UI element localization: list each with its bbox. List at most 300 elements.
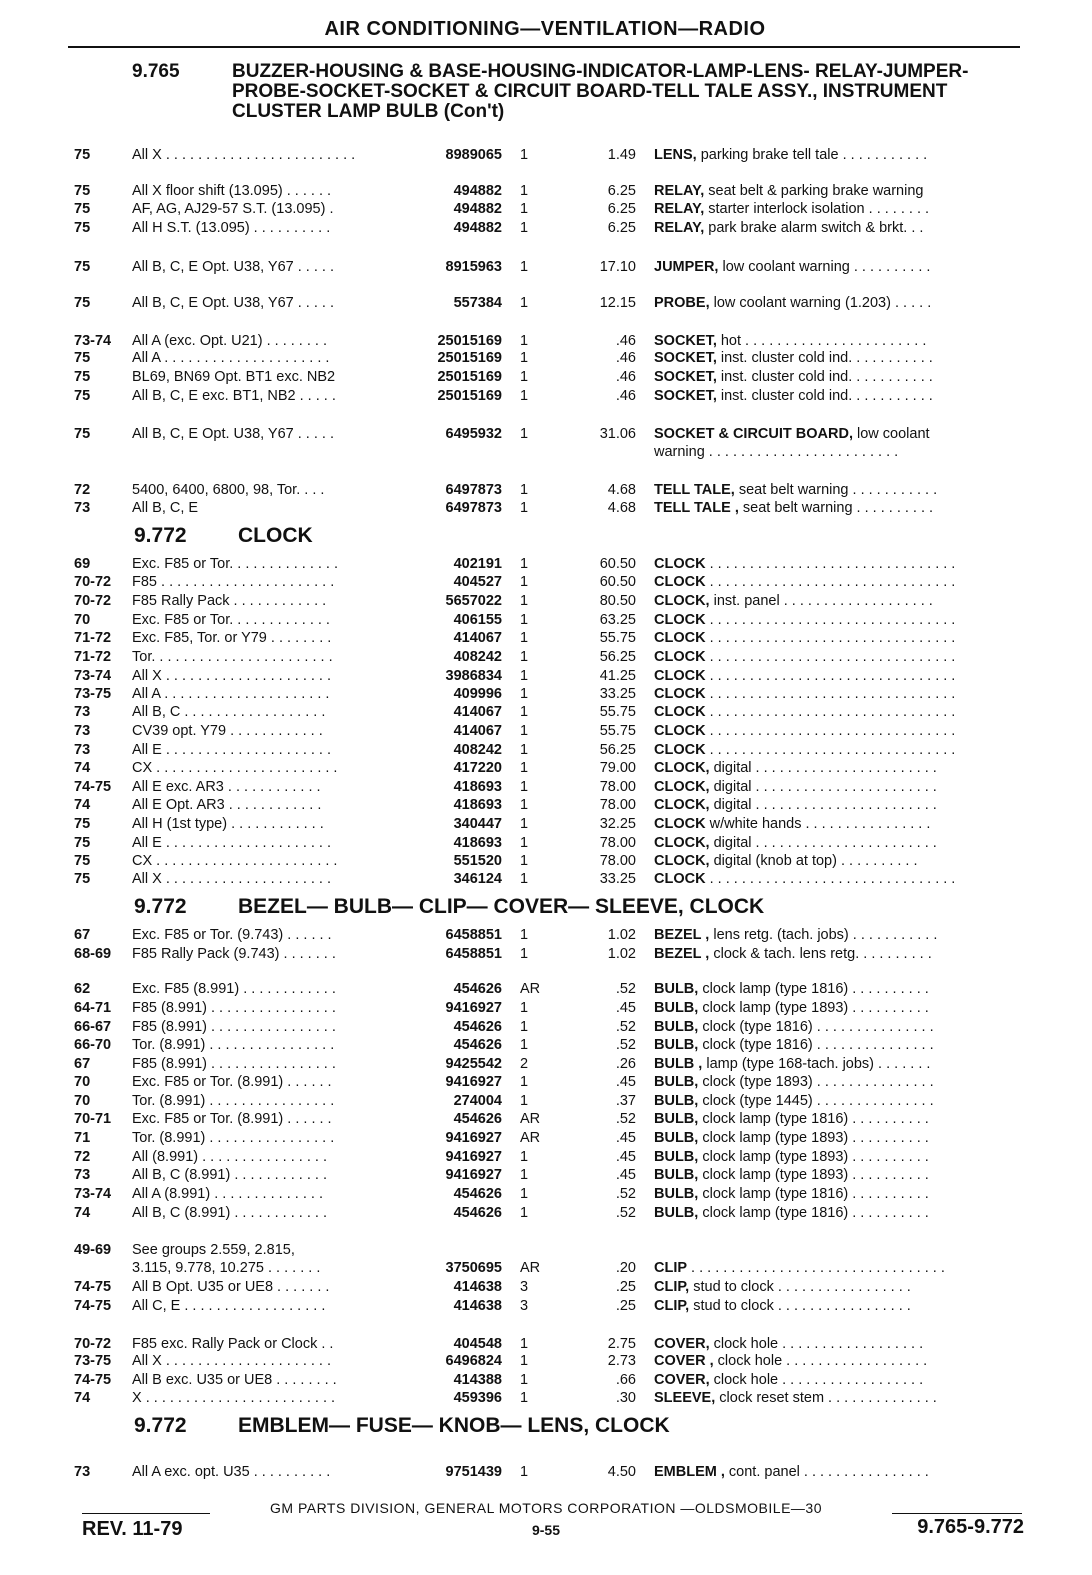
table-row	[74, 1352, 1024, 1370]
part-detail: . . . . . . . . . . . . . . . . . . . . . . . . . . . . . . .	[705, 871, 956, 887]
description-cell	[654, 1185, 1026, 1203]
part-detail: stud to clock . . . . . . . . . . . . . . . . .	[689, 1279, 911, 1295]
part-name: BULB,	[654, 1111, 699, 1127]
year-cell: 75	[74, 201, 91, 217]
year-cell: 64-71	[74, 1000, 112, 1016]
price-cell: .25	[615, 1279, 636, 1295]
description-cell	[654, 1204, 1026, 1222]
quantity-cell: 1	[520, 1372, 529, 1388]
application-cell: All B, C, E Opt. U38, Y67 . . . . .	[132, 426, 335, 442]
price-cell: .30	[615, 1390, 636, 1406]
part-detail: inst. panel . . . . . . . . . . . . . . . . . . .	[709, 593, 933, 609]
part-name: BULB,	[654, 1205, 699, 1221]
part-number-cell: 414067	[453, 723, 502, 739]
part-name: CLOCK,	[654, 835, 710, 851]
price-cell: 2.75	[607, 1336, 636, 1352]
part-name: BULB,	[654, 1000, 699, 1016]
year-cell: 68-69	[74, 946, 112, 962]
application-cell: All X . . . . . . . . . . . . . . . . . . . . .	[132, 871, 332, 887]
application-cell: CX . . . . . . . . . . . . . . . . . . . . . . .	[132, 760, 338, 776]
part-name: CLOCK,	[654, 779, 710, 795]
part-detail: hot . . . . . . . . . . . . . . . . . . . . . . .	[716, 333, 927, 349]
year-cell: 73	[74, 742, 91, 758]
part-name: BULB,	[654, 1149, 699, 1165]
table-row	[74, 1204, 1024, 1222]
table-row	[74, 294, 1024, 312]
part-number-cell: 6496824	[445, 1353, 502, 1369]
description-cell	[654, 999, 1026, 1017]
description-cell	[654, 1055, 1026, 1073]
application-cell: Exc. F85 or Tor. . . . . . . . . . . . .	[132, 612, 330, 628]
part-number-cell: 340447	[453, 816, 502, 832]
table-row	[74, 778, 1024, 796]
description-cell	[654, 200, 1026, 218]
description-cell	[654, 611, 1026, 629]
part-detail: . . . . . . . . . . . . . . . . . . . . . . . . . . . . . . .	[705, 649, 956, 665]
price-cell: 4.68	[607, 482, 636, 498]
price-cell: 63.25	[599, 612, 636, 628]
quantity-cell: 1	[520, 853, 529, 869]
table-row	[74, 481, 1024, 499]
table-row	[74, 1110, 1024, 1128]
application-cell: F85 . . . . . . . . . . . . . . . . . . . . . .	[132, 574, 335, 590]
year-cell: 73	[74, 723, 91, 739]
price-cell: 12.15	[599, 295, 636, 311]
year-cell: 73	[74, 500, 91, 516]
price-cell: 55.75	[599, 630, 636, 646]
description-cell	[654, 1092, 1026, 1110]
part-detail: digital . . . . . . . . . . . . . . . . . . . . . . .	[709, 797, 937, 813]
price-cell: .52	[615, 1019, 636, 1035]
application-cell: All A (exc. Opt. U21) . . . . . . . .	[132, 333, 328, 349]
application-cell: Tor. (8.991) . . . . . . . . . . . . . . . .	[132, 1130, 335, 1146]
quantity-cell: 1	[520, 1353, 529, 1369]
description-cell	[654, 1297, 1026, 1315]
price-cell: 1.49	[607, 147, 636, 163]
year-cell: 66-70	[74, 1037, 112, 1053]
part-number-cell: 414067	[453, 704, 502, 720]
application-cell: F85 (8.991) . . . . . . . . . . . . . . . .	[132, 1019, 336, 1035]
part-detail: seat belt warning . . . . . . . . . . .	[734, 482, 938, 498]
part-detail: digital . . . . . . . . . . . . . . . . . . . . . . .	[709, 779, 937, 795]
part-name: BULB,	[654, 1130, 699, 1146]
quantity-cell: 1	[520, 704, 529, 720]
year-cell: 74-75	[74, 779, 112, 795]
page-header-title: AIR CONDITIONING—VENTILATION—RADIO	[324, 18, 766, 40]
part-number-cell: 414388	[453, 1372, 502, 1388]
application-cell: CV39 opt. Y79 . . . . . . . . . . . .	[132, 723, 323, 739]
year-cell: 70	[74, 612, 91, 628]
description-cell	[654, 555, 1026, 573]
part-detail: inst. cluster cold ind. . . . . . . . . . .	[716, 350, 933, 366]
part-detail: clock hole . . . . . . . . . . . . . . . . . .	[709, 1372, 924, 1388]
price-cell: 80.50	[599, 593, 636, 609]
quantity-cell: AR	[520, 1260, 541, 1276]
part-number-cell: 418693	[453, 797, 502, 813]
price-cell: .66	[615, 1372, 636, 1388]
table-row	[74, 1018, 1024, 1036]
application-cell: CX . . . . . . . . . . . . . . . . . . . . . . .	[132, 853, 338, 869]
year-cell: 75	[74, 147, 91, 163]
quantity-cell: 1	[520, 797, 529, 813]
application-cell: Exc. F85 (8.991) . . . . . . . . . . . .	[132, 981, 336, 997]
quantity-cell: 1	[520, 1205, 529, 1221]
application-cell: Exc. F85 or Tor. . . . . . . . . . . . . .	[132, 556, 339, 572]
application-cell: All E . . . . . . . . . . . . . . . . . . . . .	[132, 835, 332, 851]
description-cell	[654, 1073, 1026, 1091]
quantity-cell: 1	[520, 295, 529, 311]
part-detail: warning . . . . . . . . . . . . . . . . . . . . . . . .	[654, 444, 899, 460]
quantity-cell: 1	[520, 630, 529, 646]
year-cell: 75	[74, 835, 91, 851]
part-number-cell: 9416927	[445, 1167, 502, 1183]
table-row	[74, 1148, 1024, 1166]
part-name: CLOCK,	[654, 853, 710, 869]
price-cell: 55.75	[599, 704, 636, 720]
part-number-cell: 408242	[453, 649, 502, 665]
part-number-cell: 494882	[453, 183, 502, 199]
table-row	[74, 1463, 1024, 1481]
quantity-cell: 3	[520, 1298, 529, 1314]
part-detail: digital . . . . . . . . . . . . . . . . . . . . . . .	[709, 760, 937, 776]
footer-division: GM PARTS DIVISION, GENERAL MOTORS CORPORATION —OLDSMOBILE—30	[270, 1500, 822, 1516]
application-cell: 5400, 6400, 6800, 98, Tor. . . .	[132, 482, 325, 498]
quantity-cell: 1	[520, 1019, 529, 1035]
price-cell: 17.10	[599, 259, 636, 275]
subsection-bezel	[134, 895, 764, 919]
subsection-clock	[134, 524, 313, 548]
year-cell: 75	[74, 220, 91, 236]
part-number-cell: 454626	[453, 1111, 502, 1127]
description-cell	[654, 1148, 1026, 1166]
part-detail: . . . . . . . . . . . . . . . . . . . . . . . . . . . . . . .	[705, 612, 956, 628]
description-cell	[654, 1371, 1026, 1389]
section-number: 9.765	[132, 61, 180, 82]
part-name: EMBLEM ,	[654, 1464, 725, 1480]
part-number-cell: 274004	[453, 1093, 502, 1109]
part-detail: clock lamp (type 1893) . . . . . . . . . .	[698, 1130, 929, 1146]
part-number-cell: 414067	[453, 630, 502, 646]
price-cell: .46	[615, 369, 636, 385]
part-detail: clock lamp (type 1816) . . . . . . . . . .	[698, 1186, 929, 1202]
part-name: SOCKET,	[654, 350, 717, 366]
application-cell: All B, C . . . . . . . . . . . . . . . . . .	[132, 704, 326, 720]
part-number-cell: 408242	[453, 742, 502, 758]
description-cell	[654, 870, 1026, 888]
part-number-cell: 6497873	[445, 500, 502, 516]
table-row	[74, 425, 1024, 443]
description-cell	[654, 834, 1026, 852]
part-number-cell: 25015169	[437, 388, 502, 404]
description-cell	[654, 722, 1026, 740]
year-cell: 75	[74, 369, 91, 385]
table-row	[74, 387, 1024, 405]
quantity-cell: 3	[520, 1279, 529, 1295]
part-name: BULB,	[654, 1093, 699, 1109]
price-cell: 60.50	[599, 574, 636, 590]
table-row	[74, 834, 1024, 852]
part-number-cell: 346124	[453, 871, 502, 887]
part-number-cell: 454626	[453, 981, 502, 997]
part-number-cell: 417220	[453, 760, 502, 776]
quantity-cell: 1	[520, 649, 529, 665]
part-name: RELAY,	[654, 201, 705, 217]
table-row	[74, 332, 1024, 350]
part-detail: park brake alarm switch & brkt. . .	[704, 220, 924, 236]
table-row	[74, 1389, 1024, 1407]
part-name: BEZEL ,	[654, 927, 710, 943]
part-name: SOCKET,	[654, 388, 717, 404]
part-detail: clock lamp (type 1816) . . . . . . . . . .	[698, 981, 929, 997]
part-detail: clock & tach. lens retg. . . . . . . . . .	[709, 946, 932, 962]
quantity-cell: 1	[520, 426, 529, 442]
description-cell	[654, 481, 1026, 499]
application-cell: X . . . . . . . . . . . . . . . . . . . . . . . .	[132, 1390, 336, 1406]
part-number-cell: 25015169	[437, 369, 502, 385]
application-cell: All B, C (8.991) . . . . . . . . . . . .	[132, 1205, 327, 1221]
table-row	[74, 1055, 1024, 1073]
year-cell: 70-72	[74, 1336, 112, 1352]
application-cell: All B, C, E	[132, 500, 199, 516]
application-cell: Exc. F85 or Tor. (8.991) . . . . . .	[132, 1111, 332, 1127]
part-detail: inst. cluster cold ind. . . . . . . . . . .	[716, 369, 933, 385]
part-name: CLOCK	[654, 686, 706, 702]
part-detail: seat belt warning . . . . . . . . . .	[738, 500, 934, 516]
price-cell: .46	[615, 388, 636, 404]
table-row	[74, 443, 1024, 461]
year-cell: 75	[74, 871, 91, 887]
price-cell: .45	[615, 1074, 636, 1090]
year-cell: 75	[74, 388, 91, 404]
year-cell: 74-75	[74, 1279, 112, 1295]
part-name: SOCKET,	[654, 333, 717, 349]
description-cell	[654, 499, 1026, 517]
year-cell: 74	[74, 1205, 91, 1221]
quantity-cell: 1	[520, 1390, 529, 1406]
description-cell	[654, 219, 1026, 237]
quantity-cell: 1	[520, 147, 529, 163]
application-cell: All H S.T. (13.095) . . . . . . . . . .	[132, 220, 331, 236]
part-detail: . . . . . . . . . . . . . . . . . . . . . . . . . . . . . . .	[705, 742, 956, 758]
quantity-cell: 2	[520, 1056, 529, 1072]
year-cell: 75	[74, 350, 91, 366]
part-detail: low coolant warning . . . . . . . . . .	[718, 259, 931, 275]
part-number-cell: 6458851	[445, 946, 502, 962]
quantity-cell: 1	[520, 835, 529, 851]
part-number-cell: 551520	[453, 853, 502, 869]
application-cell: Tor. . . . . . . . . . . . . . . . . . . . . . .	[132, 649, 333, 665]
part-number-cell: 9416927	[445, 1149, 502, 1165]
description-cell	[654, 1352, 1026, 1370]
description-cell	[654, 1463, 1026, 1481]
subsection-emblem	[134, 1414, 670, 1438]
year-cell: 73	[74, 704, 91, 720]
footer-range: 9.765-9.772	[917, 1516, 1024, 1538]
quantity-cell: 1	[520, 1464, 529, 1480]
price-cell: .45	[615, 1130, 636, 1146]
table-row	[74, 1371, 1024, 1389]
part-detail: w/white hands . . . . . . . . . . . . . . . .	[705, 816, 931, 832]
quantity-cell: 1	[520, 388, 529, 404]
table-row	[74, 592, 1024, 610]
year-cell: 75	[74, 816, 91, 832]
quantity-cell: AR	[520, 1130, 541, 1146]
table-row	[74, 1166, 1024, 1184]
part-name: BEZEL ,	[654, 946, 710, 962]
quantity-cell: 1	[520, 1000, 529, 1016]
description-cell	[654, 741, 1026, 759]
application-cell: F85 (8.991) . . . . . . . . . . . . . . . .	[132, 1000, 336, 1016]
part-name: CLOCK,	[654, 593, 710, 609]
part-number-cell: 454626	[453, 1205, 502, 1221]
year-cell: 70	[74, 1074, 91, 1090]
price-cell: 1.02	[607, 946, 636, 962]
table-row	[74, 499, 1024, 517]
application-cell: All A (8.991) . . . . . . . . . . . . . .	[132, 1186, 323, 1202]
application-cell: BL69, BN69 Opt. BT1 exc. NB2	[132, 369, 336, 385]
part-name: PROBE,	[654, 295, 710, 311]
part-detail: . . . . . . . . . . . . . . . . . . . . . . . . . . . . . . .	[705, 704, 956, 720]
description-cell	[654, 332, 1026, 350]
price-cell: 1.02	[607, 927, 636, 943]
part-name: COVER,	[654, 1372, 710, 1388]
part-number-cell: 6495932	[445, 426, 502, 442]
table-row	[74, 1092, 1024, 1110]
part-detail: clock reset stem . . . . . . . . . . . . . .	[715, 1390, 937, 1406]
part-number-cell: 494882	[453, 201, 502, 217]
table-row	[74, 555, 1024, 573]
year-cell: 74	[74, 760, 91, 776]
part-detail: clock (type 1816) . . . . . . . . . . . . . . .	[698, 1019, 934, 1035]
application-cell: All X . . . . . . . . . . . . . . . . . . . . .	[132, 1353, 332, 1369]
quantity-cell: 1	[520, 500, 529, 516]
table-row	[74, 146, 1024, 164]
description-cell	[654, 425, 1026, 443]
description-cell	[654, 796, 1026, 814]
quantity-cell: AR	[520, 1111, 541, 1127]
part-name: SOCKET,	[654, 369, 717, 385]
application-cell: F85 exc. Rally Pack or Clock . .	[132, 1336, 334, 1352]
price-cell: 78.00	[599, 835, 636, 851]
application-cell: AF, AG, AJ29-57 S.T. (13.095) .	[132, 201, 334, 217]
part-detail: stud to clock . . . . . . . . . . . . . . . . .	[689, 1298, 911, 1314]
subsection-title: EMBLEM— FUSE— KNOB— LENS, CLOCK	[238, 1414, 670, 1437]
part-number-cell: 557384	[453, 295, 502, 311]
quantity-cell: 1	[520, 1336, 529, 1352]
part-name: RELAY,	[654, 220, 705, 236]
part-number-cell: 414638	[453, 1279, 502, 1295]
table-row	[74, 1278, 1024, 1296]
application-cell: F85 (8.991) . . . . . . . . . . . . . . . .	[132, 1056, 336, 1072]
part-name: BULB,	[654, 1186, 699, 1202]
part-name: COVER,	[654, 1336, 710, 1352]
table-row	[74, 611, 1024, 629]
quantity-cell: 1	[520, 1093, 529, 1109]
quantity-cell: 1	[520, 482, 529, 498]
table-row	[74, 945, 1024, 963]
price-cell: 6.25	[607, 183, 636, 199]
part-name: CLOCK	[654, 556, 706, 572]
table-row	[74, 1259, 1024, 1277]
table-row	[74, 870, 1024, 888]
part-name: CLOCK	[654, 649, 706, 665]
table-row	[74, 1335, 1024, 1353]
price-cell: .37	[615, 1093, 636, 1109]
quantity-cell: 1	[520, 183, 529, 199]
part-detail: . . . . . . . . . . . . . . . . . . . . . . . . . . . . . . .	[705, 556, 956, 572]
table-row	[74, 349, 1024, 367]
year-cell: 73	[74, 1167, 91, 1183]
table-row	[74, 741, 1024, 759]
part-name: CLOCK	[654, 871, 706, 887]
price-cell: 6.25	[607, 201, 636, 217]
footer-page-number: 9-55	[531, 1522, 561, 1538]
price-cell: .52	[615, 1037, 636, 1053]
price-cell: .46	[615, 350, 636, 366]
description-cell	[654, 443, 1026, 461]
part-detail: clock lamp (type 1816) . . . . . . . . . .	[698, 1111, 929, 1127]
part-number-cell: 402191	[453, 556, 502, 572]
year-cell: 73-75	[74, 1353, 112, 1369]
quantity-cell: 1	[520, 369, 529, 385]
subsection-title: BEZEL— BULB— CLIP— COVER— SLEEVE, CLOCK	[238, 895, 765, 918]
quantity-cell: 1	[520, 1167, 529, 1183]
part-name: CLOCK	[654, 704, 706, 720]
year-cell: 72	[74, 1149, 91, 1165]
year-cell: 75	[74, 183, 91, 199]
table-row	[74, 999, 1024, 1017]
description-cell	[654, 368, 1026, 386]
description-cell	[654, 759, 1026, 777]
price-cell: .52	[615, 1111, 636, 1127]
description-cell	[654, 778, 1026, 796]
part-detail: low coolant warning (1.203) . . . . .	[709, 295, 932, 311]
subsection-title: CLOCK	[238, 524, 313, 547]
part-detail: clock (type 1893) . . . . . . . . . . . . . . .	[698, 1074, 934, 1090]
quantity-cell: 1	[520, 816, 529, 832]
part-detail: seat belt & parking brake warning	[704, 183, 924, 199]
application-cell: All A . . . . . . . . . . . . . . . . . . . . .	[132, 686, 330, 702]
quantity-cell: 1	[520, 556, 529, 572]
table-row	[74, 648, 1024, 666]
subsection-number: 9.772	[134, 524, 187, 547]
application-cell: Tor. (8.991) . . . . . . . . . . . . . . . .	[132, 1093, 335, 1109]
price-cell: .52	[615, 981, 636, 997]
year-cell: 66-67	[74, 1019, 112, 1035]
part-name: BULB,	[654, 1167, 699, 1183]
description-cell	[654, 703, 1026, 721]
part-number-cell: 454626	[453, 1019, 502, 1035]
subsection-number: 9.772	[134, 895, 187, 918]
year-cell: 71	[74, 1130, 91, 1146]
part-name: CLOCK,	[654, 760, 710, 776]
part-name: CLOCK	[654, 612, 706, 628]
quantity-cell: 1	[520, 723, 529, 739]
part-name: RELAY,	[654, 183, 705, 199]
application-cell: All E . . . . . . . . . . . . . . . . . . . . .	[132, 742, 332, 758]
year-cell: 73-75	[74, 686, 112, 702]
application-cell: All E Opt. AR3 . . . . . . . . . . . .	[132, 797, 322, 813]
footer-rule-right	[892, 1513, 1022, 1514]
price-cell: .26	[615, 1056, 636, 1072]
price-cell: .45	[615, 1149, 636, 1165]
table-row	[74, 258, 1024, 276]
description-cell	[654, 1335, 1026, 1353]
part-name: CLOCK,	[654, 797, 710, 813]
description-cell	[654, 926, 1026, 944]
part-name: SOCKET & CIRCUIT BOARD,	[654, 426, 853, 442]
part-number-cell: 418693	[453, 835, 502, 851]
